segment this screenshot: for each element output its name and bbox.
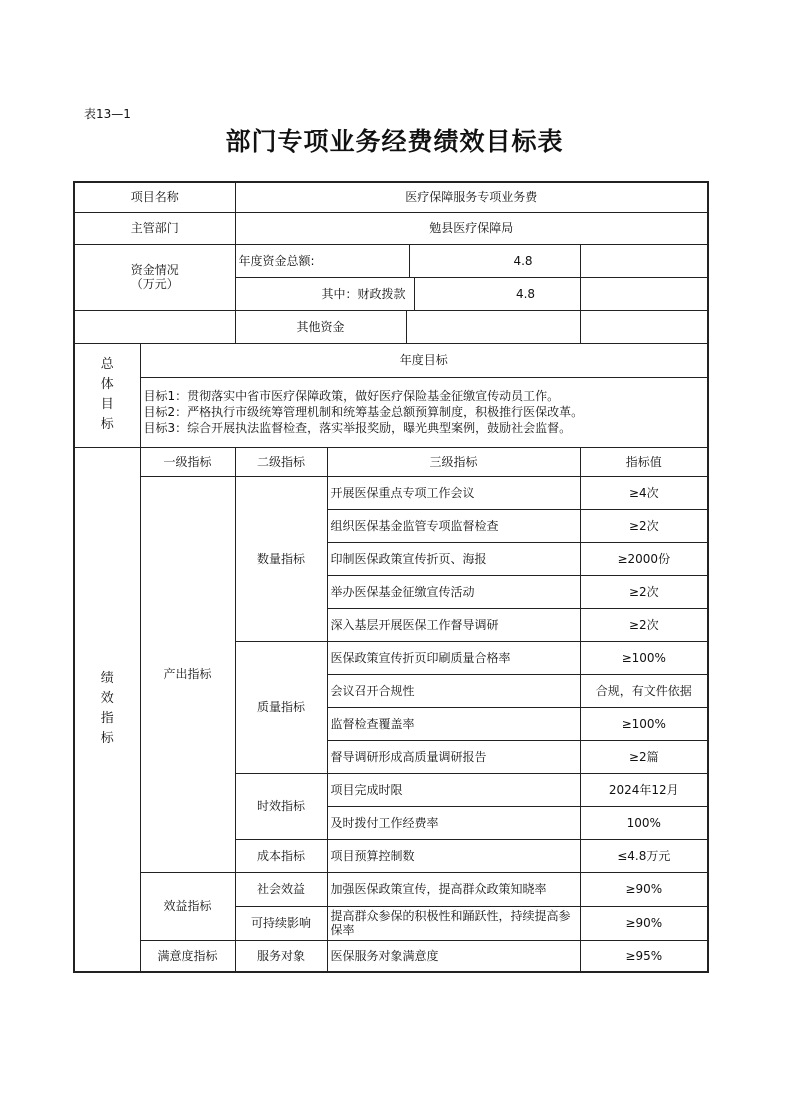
indicator-value: ≥100% bbox=[580, 707, 708, 740]
indicator-name: 会议召开合规性 bbox=[327, 674, 580, 707]
project-name-label: 项目名称 bbox=[74, 182, 235, 212]
goals-side-label bbox=[74, 343, 140, 447]
indicator-value: ≥2篇 bbox=[580, 740, 708, 773]
total-label-text: 年度资金总额: bbox=[236, 245, 410, 277]
fund-label-text: 资金情况 bbox=[130, 263, 179, 277]
service-label: 服务对象 bbox=[235, 940, 327, 972]
indicator-name: 印制医保政策宣传折页、海报 bbox=[327, 542, 580, 575]
goals-header: 年度目标 bbox=[140, 343, 708, 377]
timeliness-label: 时效指标 bbox=[235, 773, 327, 839]
indicator-name: 深入基层开展医保工作督导调研 bbox=[327, 608, 580, 641]
indicator-name: 组织医保基金监管专项监督检查 bbox=[327, 509, 580, 542]
indicator-name: 监督检查覆盖率 bbox=[327, 707, 580, 740]
page-title: 部门专项业务经费绩效目标表 bbox=[225, 127, 564, 156]
col-level3: 三级指标 bbox=[327, 447, 580, 476]
indicator-value: ≥2次 bbox=[580, 575, 708, 608]
other-value-extra bbox=[580, 310, 708, 343]
table-number: 表13—1 bbox=[84, 107, 131, 121]
quantity-label: 数量指标 bbox=[235, 476, 327, 641]
col-value: 指标值 bbox=[580, 447, 708, 476]
indicator-value: ≥95% bbox=[580, 940, 708, 972]
fiscal-value: 4.8 bbox=[515, 286, 536, 301]
indicator-name: 医保服务对象满意度 bbox=[327, 940, 580, 972]
indicator-name: 项目预算控制数 bbox=[327, 839, 580, 872]
indicator-name: 督导调研形成高质量调研报告 bbox=[327, 740, 580, 773]
social-label: 社会效益 bbox=[235, 872, 327, 906]
fund-label bbox=[74, 244, 235, 310]
indicators-side-text: 绩效指标 bbox=[100, 671, 114, 747]
other-row bbox=[235, 310, 580, 343]
indicator-name: 加强医保政策宣传，提高群众政策知晓率 bbox=[327, 872, 580, 906]
satisfaction-label: 满意度指标 bbox=[140, 940, 235, 972]
total-value-extra bbox=[580, 244, 708, 277]
indicator-value: ≥90% bbox=[580, 872, 708, 906]
quality-label: 质量指标 bbox=[235, 641, 327, 773]
indicator-value: 2024年12月 bbox=[580, 773, 708, 806]
benefit-label: 效益指标 bbox=[140, 872, 235, 940]
indicator-name: 及时拨付工作经费率 bbox=[327, 806, 580, 839]
other-value bbox=[407, 311, 577, 343]
total-value: 4.8 bbox=[513, 253, 533, 268]
other-blank bbox=[74, 310, 235, 343]
fiscal-value-extra bbox=[580, 277, 708, 310]
dept-label: 主管部门 bbox=[74, 212, 235, 244]
indicator-value: ≥90% bbox=[580, 906, 708, 940]
indicator-value: ≥4次 bbox=[580, 476, 708, 509]
performance-table bbox=[73, 181, 709, 973]
indicator-value: ≥2000份 bbox=[580, 542, 708, 575]
cost-label: 成本指标 bbox=[235, 839, 327, 872]
goal-item: 目标1：贯彻落实中省市医疗保障政策，做好医疗保险基金征缴宣传动员工作。 bbox=[143, 389, 560, 403]
project-name-value: 医疗保障服务专项业务费 bbox=[235, 182, 708, 212]
goals-side-text: 总体目标 bbox=[100, 357, 114, 432]
fiscal-row bbox=[235, 277, 580, 310]
goals-list bbox=[140, 377, 708, 447]
indicators-side-label bbox=[74, 447, 140, 972]
col-level2: 二级指标 bbox=[235, 447, 327, 476]
goal-item: 目标2：严格执行市级统筹管理机制和统筹基金总额预算制度，积极推行医保改革。 bbox=[143, 405, 584, 419]
indicator-name: 项目完成时限 bbox=[327, 773, 580, 806]
indicator-name: 医保政策宣传折页印刷质量合格率 bbox=[327, 641, 580, 674]
indicator-name: 提高群众参保的积极性和踊跃性，持续提高参保率 bbox=[327, 906, 580, 940]
indicator-value: 100% bbox=[580, 806, 708, 839]
sustain-label: 可持续影响 bbox=[235, 906, 327, 940]
col-level1: 一级指标 bbox=[140, 447, 235, 476]
fund-unit-text: （万元） bbox=[130, 277, 179, 291]
indicator-name: 开展医保重点专项工作会议 bbox=[327, 476, 580, 509]
total-label bbox=[235, 244, 580, 277]
indicator-value: ≥100% bbox=[580, 641, 708, 674]
output-label: 产出指标 bbox=[140, 476, 235, 872]
indicator-value: 合规，有文件依据 bbox=[580, 674, 708, 707]
indicator-value: ≥2次 bbox=[580, 608, 708, 641]
indicator-name: 举办医保基金征缴宣传活动 bbox=[327, 575, 580, 608]
goal-item: 目标3：综合开展执法监督检查，落实举报奖励，曝光典型案例，鼓励社会监督。 bbox=[143, 421, 572, 435]
fiscal-label: 其中：财政拨款 bbox=[236, 278, 415, 310]
indicator-value: ≥2次 bbox=[580, 509, 708, 542]
dept-value: 勉县医疗保障局 bbox=[235, 212, 708, 244]
indicator-value: ≤4.8万元 bbox=[580, 839, 708, 872]
other-label: 其他资金 bbox=[236, 311, 407, 343]
